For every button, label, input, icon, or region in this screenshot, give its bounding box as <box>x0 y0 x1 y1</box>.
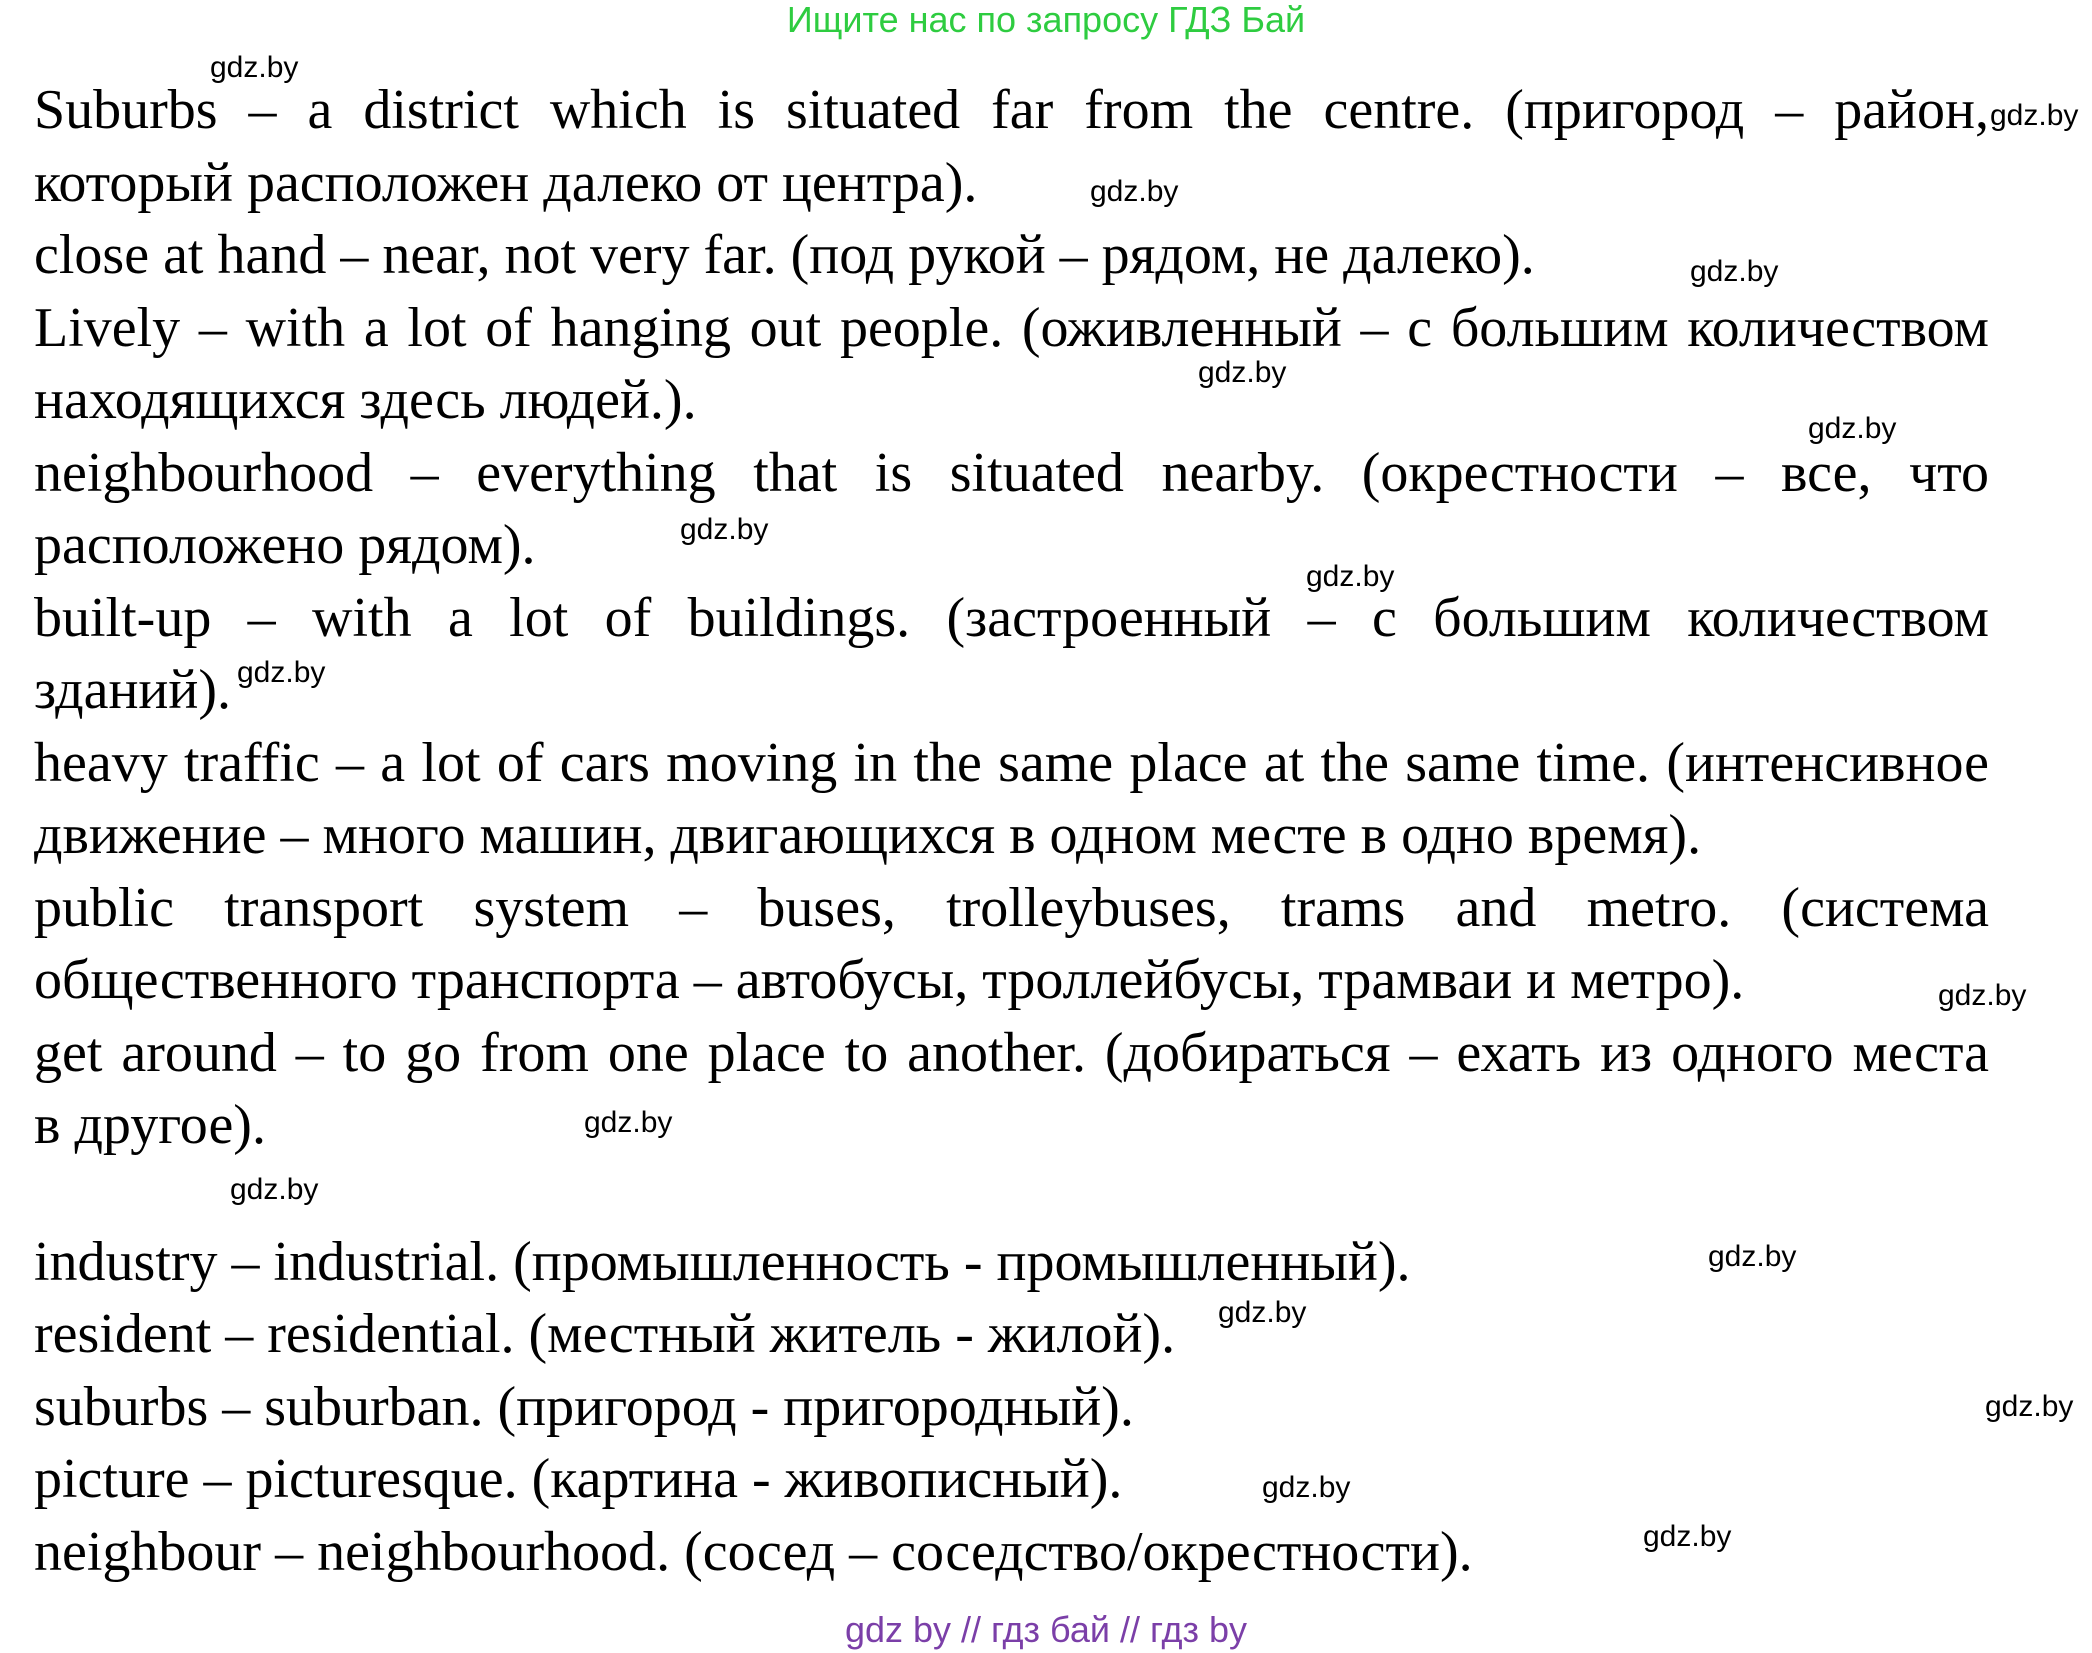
watermark: gdz.by <box>1262 1471 1351 1504</box>
watermark: gdz.by <box>584 1106 673 1139</box>
watermark: gdz.by <box>1985 1390 2074 1423</box>
watermark: gdz.by <box>1218 1296 1307 1329</box>
entry-line: расположено рядом). <box>34 514 536 576</box>
word-form-line: suburbs – suburban. (пригород - пригородный). <box>34 1375 1134 1438</box>
word-form-line: neighbour – neighbourhood. (сосед – соседство/окрестности). <box>34 1520 1473 1583</box>
entry-line: Suburbs – a district which is situated far from the centre. (пригород – район, <box>34 79 1989 141</box>
watermark: gdz.by <box>680 513 769 546</box>
watermark: gdz.by <box>1306 560 1395 593</box>
entry-line: в другое). <box>34 1094 266 1156</box>
watermark: gdz.by <box>1198 356 1287 389</box>
entry-line: зданий). <box>34 659 232 721</box>
watermark: gdz.by <box>1708 1240 1797 1273</box>
entry-line: get around – to go from one place to another. (добираться – ехать из одного места <box>34 1021 1989 1084</box>
entry-line: который расположен далеко от центра). <box>34 151 978 214</box>
watermark: gdz.by <box>1808 412 1897 445</box>
entry-line: общественного транспорта – автобусы, троллейбусы, трамваи и метро). <box>34 949 1745 1011</box>
watermark: gdz.by <box>1990 99 2079 132</box>
section-gap <box>34 1162 1989 1226</box>
word-form-line: resident – residential. (местный житель - жилой). <box>34 1303 1176 1365</box>
watermark: gdz.by <box>1938 979 2027 1012</box>
top-search-banner: Ищите нас по запросу ГДЗ Бай <box>786 0 1306 40</box>
word-form-line: industry – industrial. (промышленность - промышленный). <box>34 1230 1411 1293</box>
watermark: gdz.by <box>1090 175 1179 208</box>
watermark: gdz.by <box>210 51 299 84</box>
watermark: gdz.by <box>1643 1520 1732 1553</box>
entry-line: neighbourhood – everything that is situated nearby. (окрестности – все, что <box>34 441 1989 504</box>
footer-banner: gdz by // гдз бай // гдз by <box>844 1609 1248 1650</box>
entry-line: находящихся здесь людей.). <box>34 369 697 431</box>
vocabulary-content <box>34 74 1989 1588</box>
entry-line: Lively – with a lot of hanging out people. (оживленный – с большим количеством <box>34 296 1989 359</box>
word-form-line: picture – picturesque. (картина - живописный). <box>34 1448 1123 1510</box>
watermark: gdz.by <box>230 1173 319 1206</box>
entry-line: close at hand – near, not very far. (под рукой – рядом, не далеко). <box>34 224 1535 286</box>
entry-line: built-up – with a lot of buildings. (застроенный – с большим количеством <box>34 586 1989 649</box>
watermark: gdz.by <box>237 656 326 689</box>
entry-line: движение – много машин, двигающихся в одном месте в одно время). <box>34 804 1702 866</box>
entry-line: heavy traffic – a lot of cars moving in the same place at the same time. (интенсивное <box>34 731 1989 794</box>
entry-line: public transport system – buses, trolleybuses, trams and metro. (система <box>34 876 1989 939</box>
watermark: gdz.by <box>1690 255 1779 288</box>
